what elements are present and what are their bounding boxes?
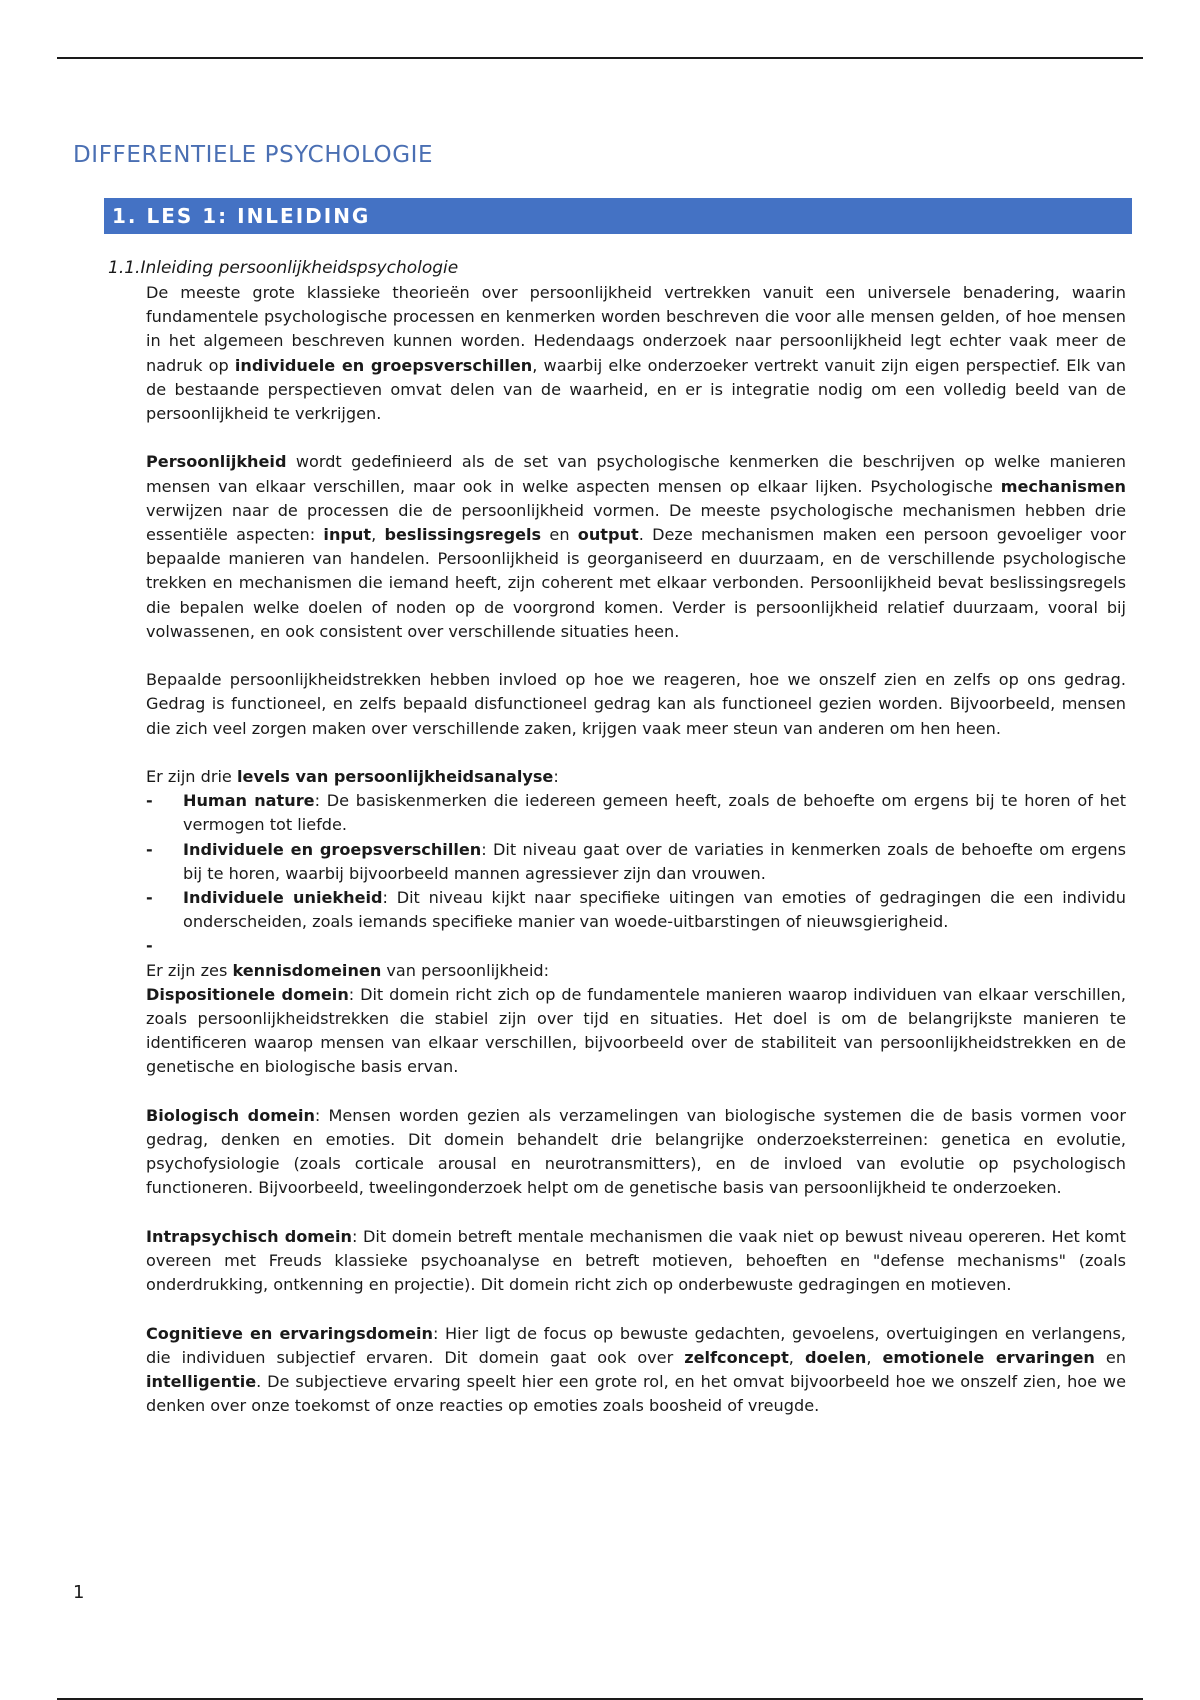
bold-term: individuele en groepsverschillen [234,355,533,375]
body-text [146,281,1126,1418]
bold-term: Human nature [183,791,315,811]
bold-term: Cognitieve en ervaringsdomein [146,1323,433,1343]
dash-bullet: - [146,791,153,811]
levels-list [146,789,1126,958]
list-item [146,934,1126,958]
bold-term: emotionele ervaringen [882,1347,1095,1367]
section-heading: 1.1.Inleiding persoonlijkheidspsychologie [108,258,459,278]
dash-bullet: - [146,839,153,859]
bold-term: input [323,525,372,545]
paragraph-definition: Persoonlijkheid wordt gedefinieerd als de set van psychologische kenmerken die beschrijven op welke manieren mensen van elkaar verschillen, maar ook in welke aspecten mensen op elkaar lijken. Psychologische mechanismen verwijzen naar de processen die de persoonlijkheid vormen. De meeste psychologische mechanismen hebben drie essentiële aspecten: input, beslissingsregels en output. Deze mechanismen maken een persoon gevoeliger voor bepaalde manieren van handelen. Persoonlijkheid is georganiseerd en duurzaam, en de verschillende psychologische trekken en mechanismen die iemand heeft, zijn coherent met elkaar verbonden. Persoonlijkheid bevat beslissingsregels die bepalen welke doelen of noden op de voorgrond komen. Verder is persoonlijkheid relatief duurzaam, vooral bij volwassenen, en ook consistent over verschillende situaties heen. [146,452,1126,641]
bold-term: doelen [804,1347,867,1367]
bold-term: mechanismen [1000,476,1126,496]
chapter-heading: 1. LES 1: INLEIDING [104,198,1132,234]
dash-bullet: - [146,936,153,956]
bold-term: Intrapsychisch domein [146,1226,352,1246]
bold-term: Dispositionele domein [146,984,349,1004]
bold-term: beslissingsregels [384,525,542,545]
paragraph-cognitive-domain: Cognitieve en ervaringsdomein: Hier ligt de focus op bewuste gedachten, gevoelens, overtuigingen en verlangens, die individuen subjectief ervaren. Dit domein gaat ook over zelfconcept, doelen, emotionele ervaringen en intelligentie. De subjectieve ervaring speelt hier een grote rol, en het omvat bijvoorbeeld hoe we onszelf zien, hoe we denken over onze toekomst of onze reacties op emoties zoals boosheid of vreugde. [146,1323,1127,1416]
header-rule [57,57,1143,59]
bold-term: zelfconcept [684,1347,789,1367]
paragraph-dispositional-domain: Dispositionele domein: Dit domein richt zich op de fundamentele manieren waarop individuen van elkaar verschillen, zoals persoonlijkheidstrekken die stabiel zijn over tijd en situaties. Het doel is om de belangrijkste manieren te identificeren waarop mensen van elkaar verschillen, bijvoorbeeld over de stabiliteit van persoonlijkheidstrekken en de genetische en biologische basis ervan. [146,984,1126,1077]
bold-term: intelligentie [146,1372,257,1392]
paragraph-levels-intro: Er zijn drie levels van persoonlijkheidsanalyse: [146,767,559,787]
list-item: - Individuele uniekheid: Dit niveau kijkt naar specifieke uitingen van emoties of gedragingen die een individu onderscheiden, zoals iemands specifieke manier van woede-uitbarstingen of nieuwsgierigheid. [146,888,1126,932]
page-number: 1 [73,1582,85,1603]
bold-term: Biologisch domein [146,1105,315,1125]
paragraph-intro: De meeste grote klassieke theorieën over persoonlijkheid vertrekken vanuit een universele benadering, waarin fundamentele psychologische processen en kenmerken worden beschreven die voor alle mensen gelden, of hoe mensen in het algemeen beschreven kunnen worden. Hedendaags onderzoek naar persoonlijkheid legt echter vaak meer de nadruk op individuele en groepsverschillen, waarbij elke onderzoeker vertrekt vanuit zijn eigen perspectief. Elk van de bestaande perspectieven omvat delen van de waarheid, en er is integratie nodig om een volledig beeld van de persoonlijkheid te verkrijgen. [146,283,1126,424]
dash-bullet: - [146,888,153,908]
bold-term: output [577,525,639,545]
paragraph-biological-domain: Biologisch domein: Mensen worden gezien als verzamelingen van biologische systemen die de basis vormen voor gedrag, denken en emoties. Dit domein behandelt drie belangrijke onderzoeksterreinen: genetica en evolutie, psychofysiologie (zoals corticale arousal en neurotransmitters), en de invloed van evolutie op psychologisch functioneren. Bijvoorbeeld, tweelingonderzoek helpt om de genetische basis van persoonlijkheid te onderzoeken. [146,1105,1126,1198]
paragraph-intrapsychic-domain: Intrapsychisch domein: Dit domein betreft mentale mechanismen die vaak niet op bewust niveau opereren. Het komt overeen met Freuds klassieke psychoanalyse en betreft motieven, behoeften en "defense mechanisms" (zoals onderdrukking, ontkenning en projectie). Dit domein richt zich op onderbewuste gedragingen en motieven. [146,1226,1126,1295]
list-item: - Human nature: De basiskenmerken die iedereen gemeen heeft, zoals de behoefte om ergens bij te horen of het vermogen tot liefde. [146,791,1127,835]
document-title: DIFFERENTIELE PSYCHOLOGIE [73,142,434,168]
bold-term: Individuele uniekheid [183,888,383,908]
paragraph-domains-intro: Er zijn zes kennisdomeinen van persoonlijkheid: [146,960,550,980]
bold-term: Individuele en groepsverschillen [183,839,482,859]
list-item: - Individuele en groepsverschillen: Dit niveau gaat over de variaties in kenmerken zoals de behoefte om ergens bij te horen, waarbij bijvoorbeeld mannen agressiever zijn dan vrouwen. [146,839,1126,883]
bold-term: levels van persoonlijkheidsanalyse [236,767,554,787]
bold-term: kennisdomeinen [232,960,382,980]
paragraph-behavior: Bepaalde persoonlijkheidstrekken hebben invloed op hoe we reageren, hoe we onszelf zien en zelfs op ons gedrag. Gedrag is functioneel, en zelfs bepaald disfunctioneel gedrag kan als functioneel gezien worden. Bijvoorbeeld, mensen die zich veel zorgen maken over verschillende zaken, krijgen vaak meer steun van anderen om hen heen. [146,670,1126,738]
bold-term: Persoonlijkheid [146,452,287,472]
